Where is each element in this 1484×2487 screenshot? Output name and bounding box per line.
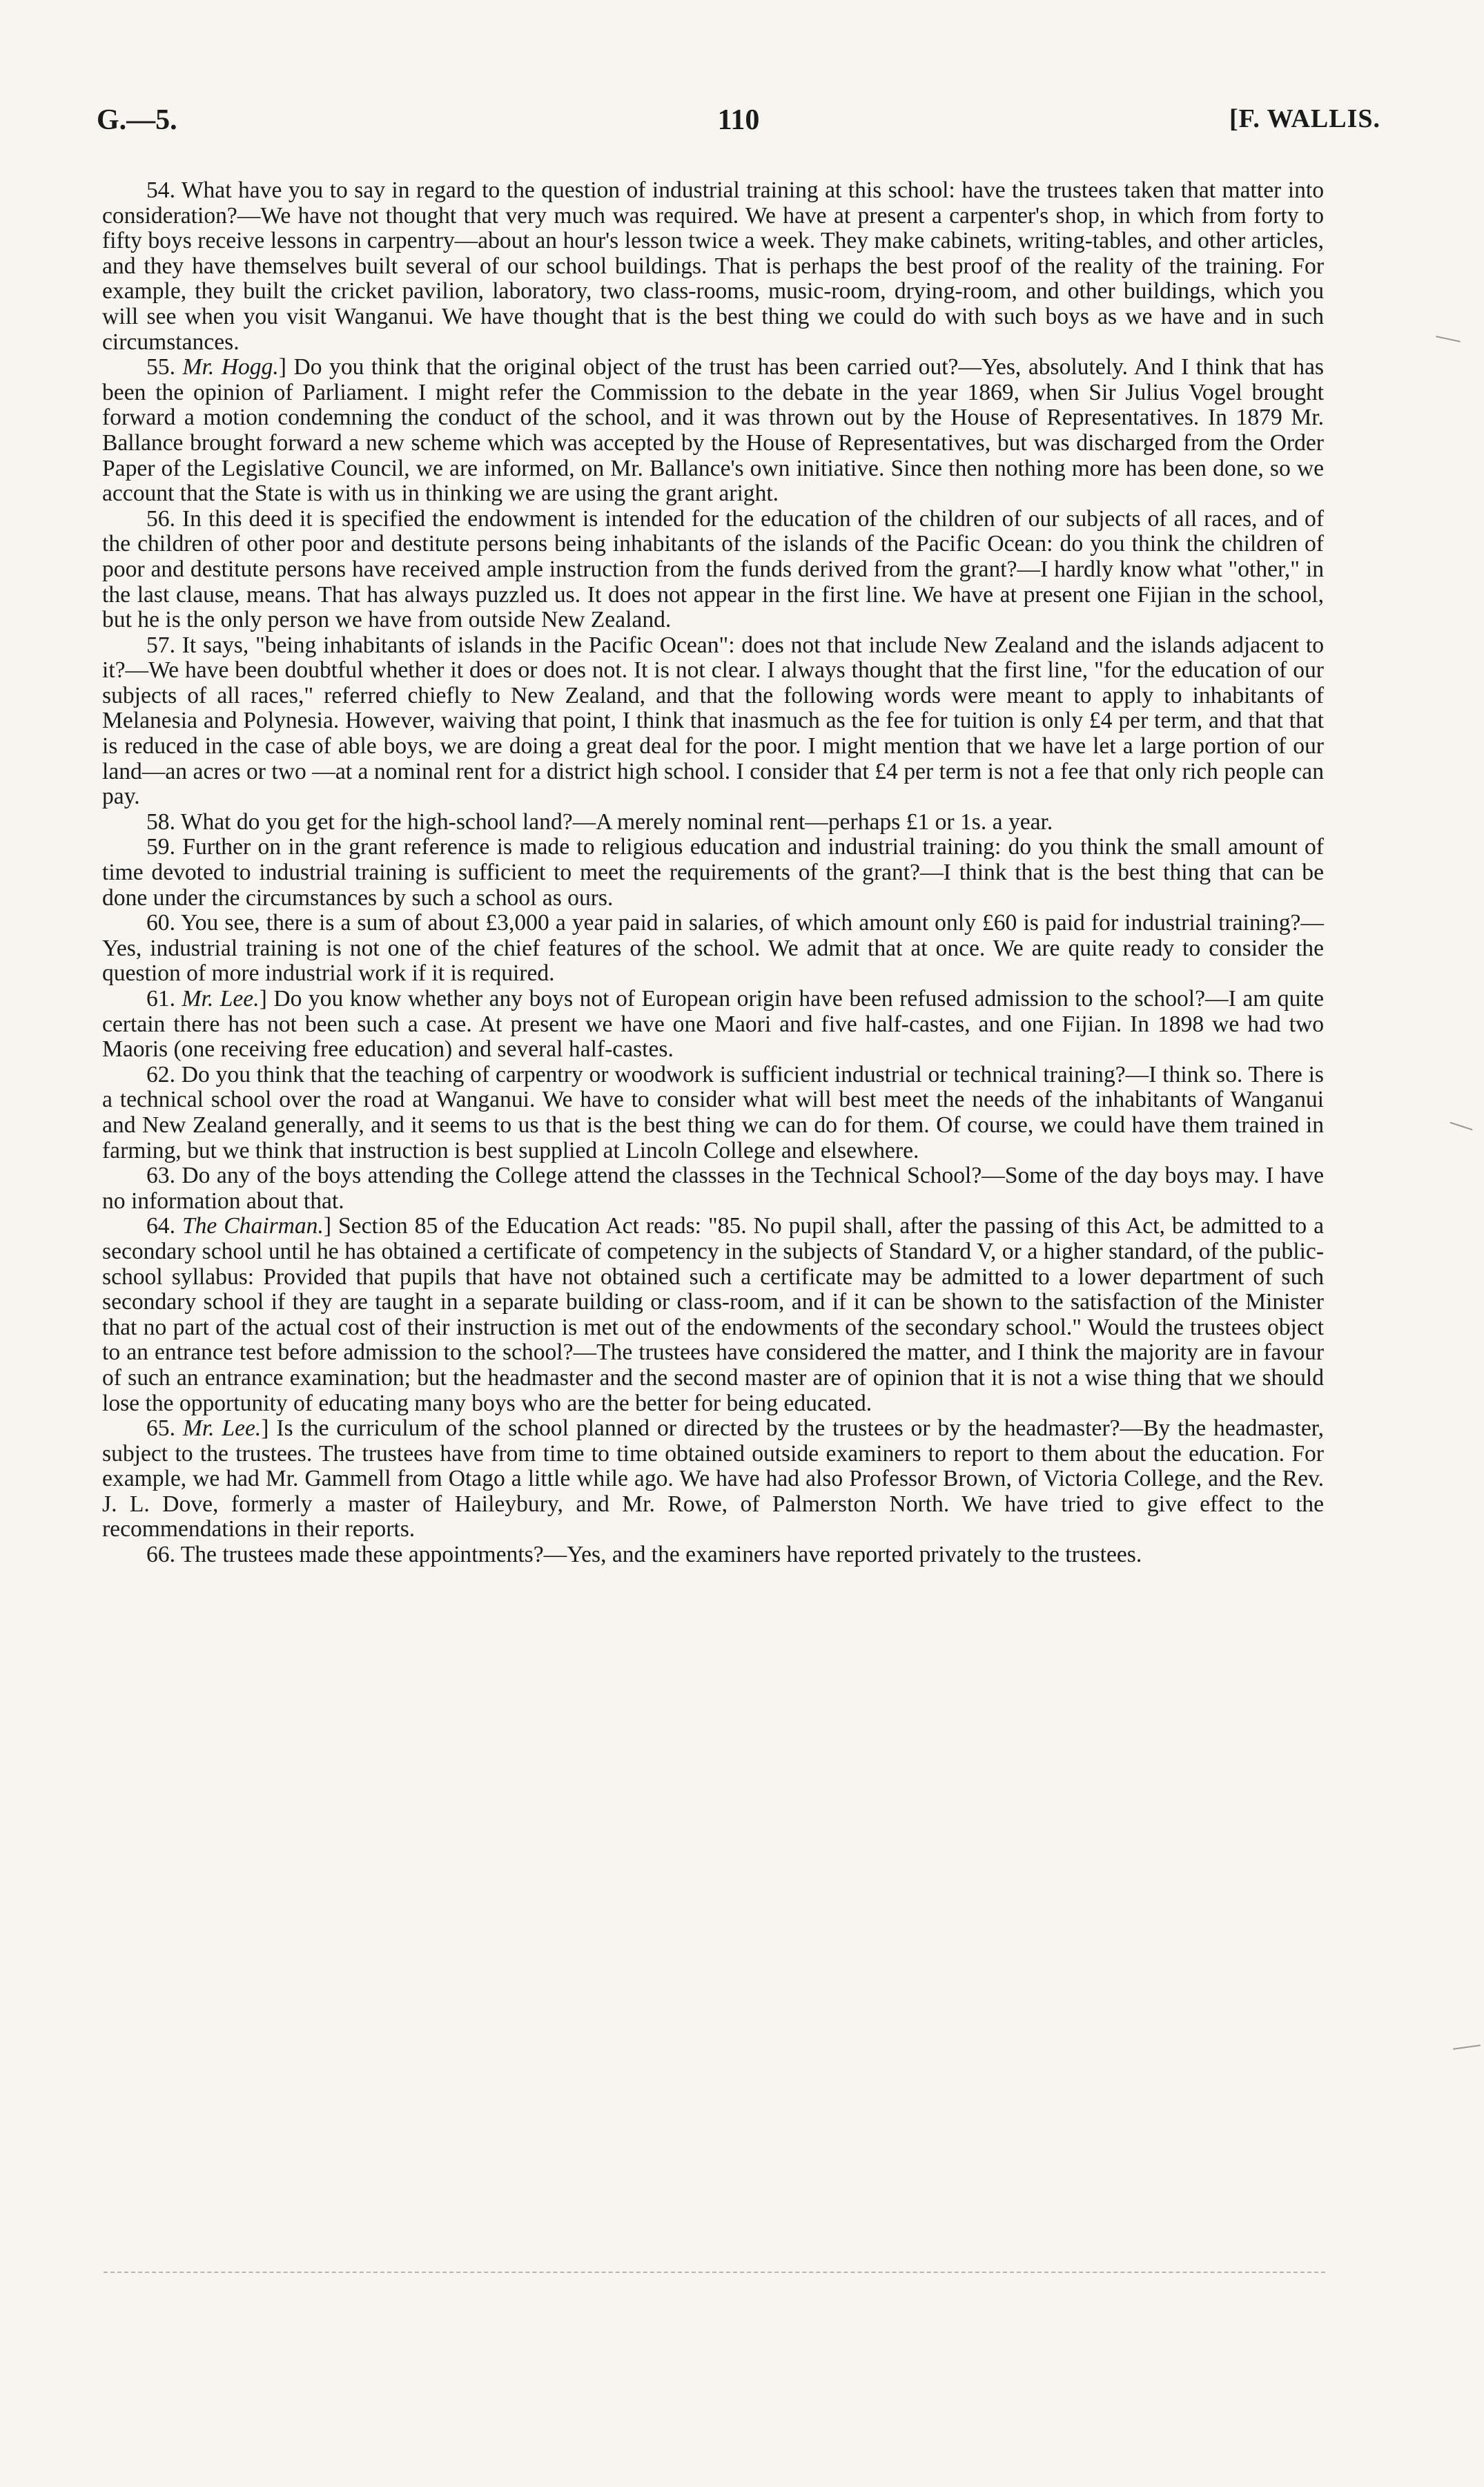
paragraph-64: 64. The Chairman.] Section 85 of the Education Act reads: "85. No pupil shall, after the passing of this Act, be admitted to a secondary school until he has obtained a certificate of competency in the subjects of Standard V, or a higher standard, of the public-school syllabus: Provided that pupils that have not obtained such a certificate may be admitted to a lower department of such secondary school if they are taught in a separate building or class-room, and if it can be shown to the satisfaction of the Minister that no part of the actual cost of their instruction is met out of the endowments of the secondary school." Would the trustees object to an entrance test before admission to the school?—The trustees have considered the matter, and I think the majority are in favour of such an entrance examination; but the headmaster and the second master are of opinion that it is not a wise thing that we should lose the opportunity of educating many boys who are the better for being educated. bbox=[102, 1213, 1324, 1416]
paragraph-58: 58. What do you get for the high-school land?—A merely nominal rent—perhaps £1 or 1s. a year. bbox=[146, 809, 1053, 835]
paragraph-63: 63. Do any of the boys attending the College attend the classses in the Technical School?—Some of the day boys may. I have no information about that. bbox=[102, 1163, 1324, 1214]
testimony-text bbox=[102, 178, 1324, 1568]
speaker: Mr. Hogg. bbox=[182, 354, 279, 380]
paragraph-59: 59. Further on in the grant reference is made to religious education and industrial training: do you think the small amount of time devoted to industrial training is sufficient to meet the requirements of the grant?—I think that is the best thing that can be done under the circumstances by such a school as ours. bbox=[102, 834, 1324, 911]
paper-reference: G.—5. bbox=[97, 104, 177, 136]
paragraph-66: 66. The trustees made these appointments?—Yes, and the examiners have reported privately to the trustees. bbox=[146, 1542, 1142, 1568]
footer-rule bbox=[104, 2272, 1325, 2273]
speaker: Mr. Lee. bbox=[182, 986, 260, 1012]
paragraph-62: 62. Do you think that the teaching of carpentry or woodwork is sufficient industrial or technical training?—I think so. There is a technical school over the road at Wanganui. We have to consider what will best meet the needs of the inhabitants of Wanganui and New Zealand generally, and it seems to us that is the best thing we can do for them. Of course, we could have them trained in farming, but we think that instruction is best supplied at Lincoln College and elsewhere. bbox=[102, 1061, 1324, 1163]
witness-name: [F. WALLIS. bbox=[1229, 104, 1380, 133]
paragraph-55: 55. Mr. Hogg.] Do you think that the original object of the trust has been carried out?—Yes, absolutely. And I think that has been the opinion of Parliament. I might refer the Commission to the debate in the year 1869, when Sir Julius Vogel brought forward a motion condemning the conduct of the school, and it was thrown out by the House of Representatives. In 1879 Mr. Ballance brought forward a new scheme which was accepted by the House of Representatives, but was discharged from the Order Paper of the Legislative Council, we are informed, on Mr. Ballance's own initiative. Since then nothing more has been done, so we account that the State is with us in thinking we are using the grant aright. bbox=[102, 354, 1324, 507]
speaker: Mr. Lee. bbox=[182, 1415, 262, 1442]
page-number: 110 bbox=[717, 104, 760, 136]
page-header bbox=[97, 104, 1380, 145]
margin-mark bbox=[1436, 336, 1461, 342]
paragraph-65: 65. Mr. Lee.] Is the curriculum of the school planned or directed by the trustees or by the headmaster?—By the headmaster, subject to the trustees. The trustees have from time to time obtained outside examiners to report to them about the education. For example, we had Mr. Gammell from Otago a little while ago. We have had also Professor Brown, of Victoria College, and the Rev. J. L. Dove, formerly a master of Haileybury, and Mr. Rowe, of Palmerston North. We have tried to give effect to the recommendations in their reports. bbox=[102, 1415, 1324, 1542]
speaker: The Chairman. bbox=[182, 1213, 324, 1239]
margin-mark bbox=[1453, 2044, 1481, 2050]
paragraph-57: 57. It says, "being inhabitants of islands in the Pacific Ocean": does not that include New Zealand and the islands adjacent to it?—We have been doubtful whether it does or does not. It is not clear. I always thought that the first line, "for the education of our subjects of all races," referred chiefly to New Zealand, and that the following words were meant to apply to inhabitants of Melanesia and Polynesia. However, waiving that point, I think that inasmuch as the fee for tuition is only £4 per term, and that that is reduced in the case of able boys, we are doing a great deal for the poor. I might mention that we have let a large portion of our land—an acres or two —at a nominal rent for a district high school. I consider that £4 per term is not a fee that only rich people can pay. bbox=[102, 632, 1324, 810]
paragraph-56: 56. In this deed it is specified the endowment is intended for the education of the children of our subjects of all races, and of the children of other poor and destitute persons being inhabitants of the islands of the Pacific Ocean: do you think the children of poor and destitute persons have received ample instruction from the funds derived from the grant?—I hardly know what "other," in the last clause, means. That has always puzzled us. It does not appear in the first line. We have at present one Fijian in the school, but he is the only person we have from outside New Zealand. bbox=[102, 505, 1324, 633]
margin-mark bbox=[1450, 1122, 1473, 1130]
paragraph-61: 61. Mr. Lee.] Do you know whether any boys not of European origin have been refused admission to the school?—I am quite certain there has not been such a case. At present we have one Maori and five half-castes, and one Fijian. In 1898 we had two Maoris (one receiving free education) and several half-castes. bbox=[102, 986, 1325, 1063]
paragraph-60: 60. You see, there is a sum of about £3,000 a year paid in salaries, of which amount only £60 is paid for industrial training?—Yes, industrial training is not one of the chief features of the school. We admit that at once. We are quite ready to consider the question of more industrial work if it is required. bbox=[102, 910, 1324, 987]
paragraph-54: 54. What have you to say in regard to the question of industrial training at this school: have the trustees taken that matter into consideration?—We have not thought that very much was required. We have at present a carpenter's shop, in which from forty to fifty boys receive lessons in carpentry—about an hour's lesson twice a week. They make cabinets, writing-tables, and other articles, and they have themselves built several of our school buildings. That is perhaps the best proof of the reality of the training. For example, they built the cricket pavilion, laboratory, two class-rooms, music-room, drying-room, and other buildings, which you will see when you visit Wanganui. We have thought that is the best thing we could do with such boys as we have and in such circumstances. bbox=[102, 177, 1324, 355]
